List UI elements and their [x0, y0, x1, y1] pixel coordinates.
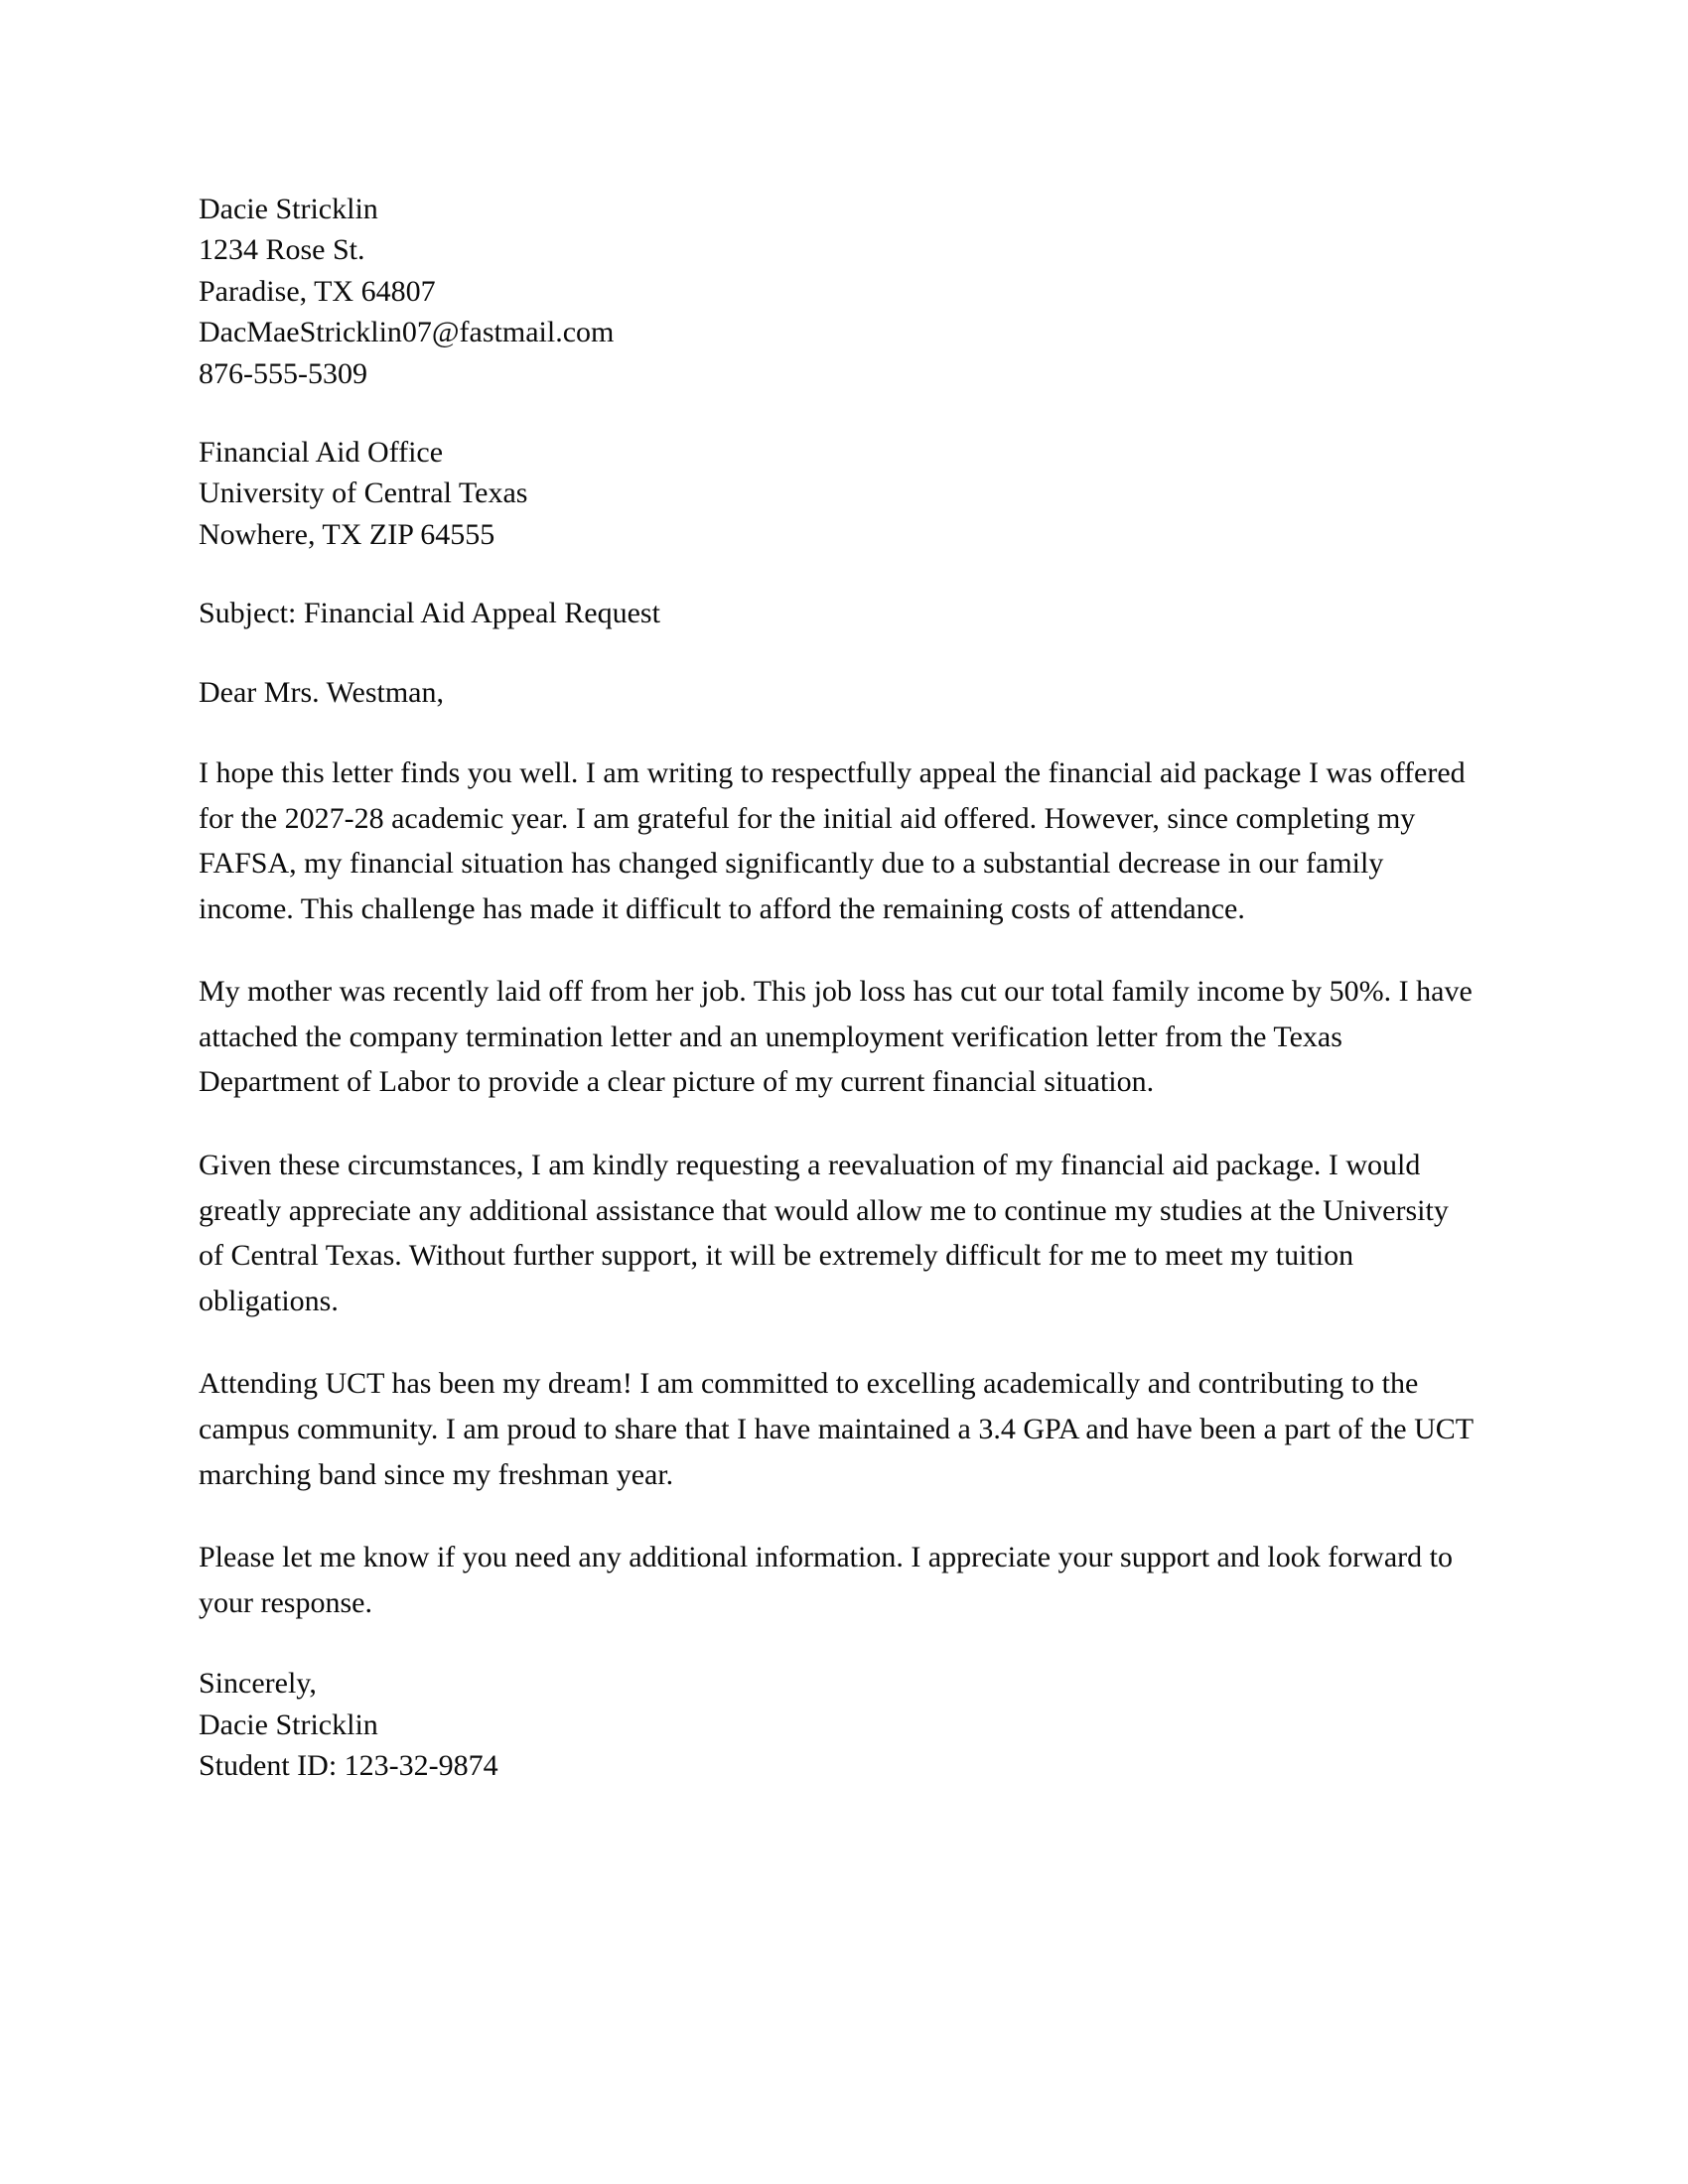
- sender-phone: 876-555-5309: [199, 356, 367, 390]
- student-id: Student ID: 123-32-9874: [199, 1749, 498, 1783]
- body-paragraph-5: Please let me know if you need any additional information. I appreciate your support and look forward to your response.: [199, 1541, 1453, 1619]
- body-paragraph-2: My mother was recently laid off from her job. This job loss has cut our total family income by 50%. I have attached the company termination letter and an unemployment verification letter from the Texas Department of Labor to provide a clear picture of my current financial situation.: [199, 975, 1473, 1099]
- sender-email: DacMaeStricklin07@fastmail.com: [199, 316, 615, 349]
- letter-body: [199, 189, 1479, 1825]
- body-paragraph-3: Given these circumstances, I am kindly requesting a reevaluation of my financial aid package. I would greatly appreciate any additional assistance that would allow me to continue my studies at the University of Central Texas. Without further support, it will be extremely difficult for me to meet my tuition obligations.: [199, 1149, 1449, 1317]
- closing-block: [199, 1663, 1479, 1786]
- sender-address-block: [199, 189, 1479, 394]
- recipient-address-block: [199, 432, 1479, 555]
- body-paragraph-4: Attending UCT has been my dream! I am committed to excelling academically and contributing to the campus community. I am proud to share that I have maintained a 3.4 GPA and have been a part of the UCT marching band since my freshman year.: [199, 1367, 1474, 1491]
- signer-name: Dacie Stricklin: [199, 1707, 378, 1741]
- recipient-institution: University of Central Texas: [199, 477, 528, 510]
- subject-line: Subject: Financial Aid Appeal Request: [199, 597, 660, 630]
- recipient-office: Financial Aid Office: [199, 435, 444, 469]
- sender-name: Dacie Stricklin: [199, 193, 378, 225]
- salutation: Dear Mrs. Westman,: [199, 675, 444, 709]
- body-paragraph-1: I hope this letter finds you well. I am writing to respectfully appeal the financial aid package I was offered for the 2027-28 academic year. I am grateful for the initial aid offered. However, since completing my FAFSA, my financial situation has changed significantly due to a substantial decrease in our family income. This challenge has made it difficult to afford the remaining costs of attendance.: [199, 755, 1466, 925]
- valediction: Sincerely,: [199, 1667, 317, 1701]
- sender-city-state-zip: Paradise, TX 64807: [199, 274, 436, 308]
- sender-street: 1234 Rose St.: [199, 233, 365, 267]
- recipient-city-state-zip: Nowhere, TX ZIP 64555: [199, 517, 495, 551]
